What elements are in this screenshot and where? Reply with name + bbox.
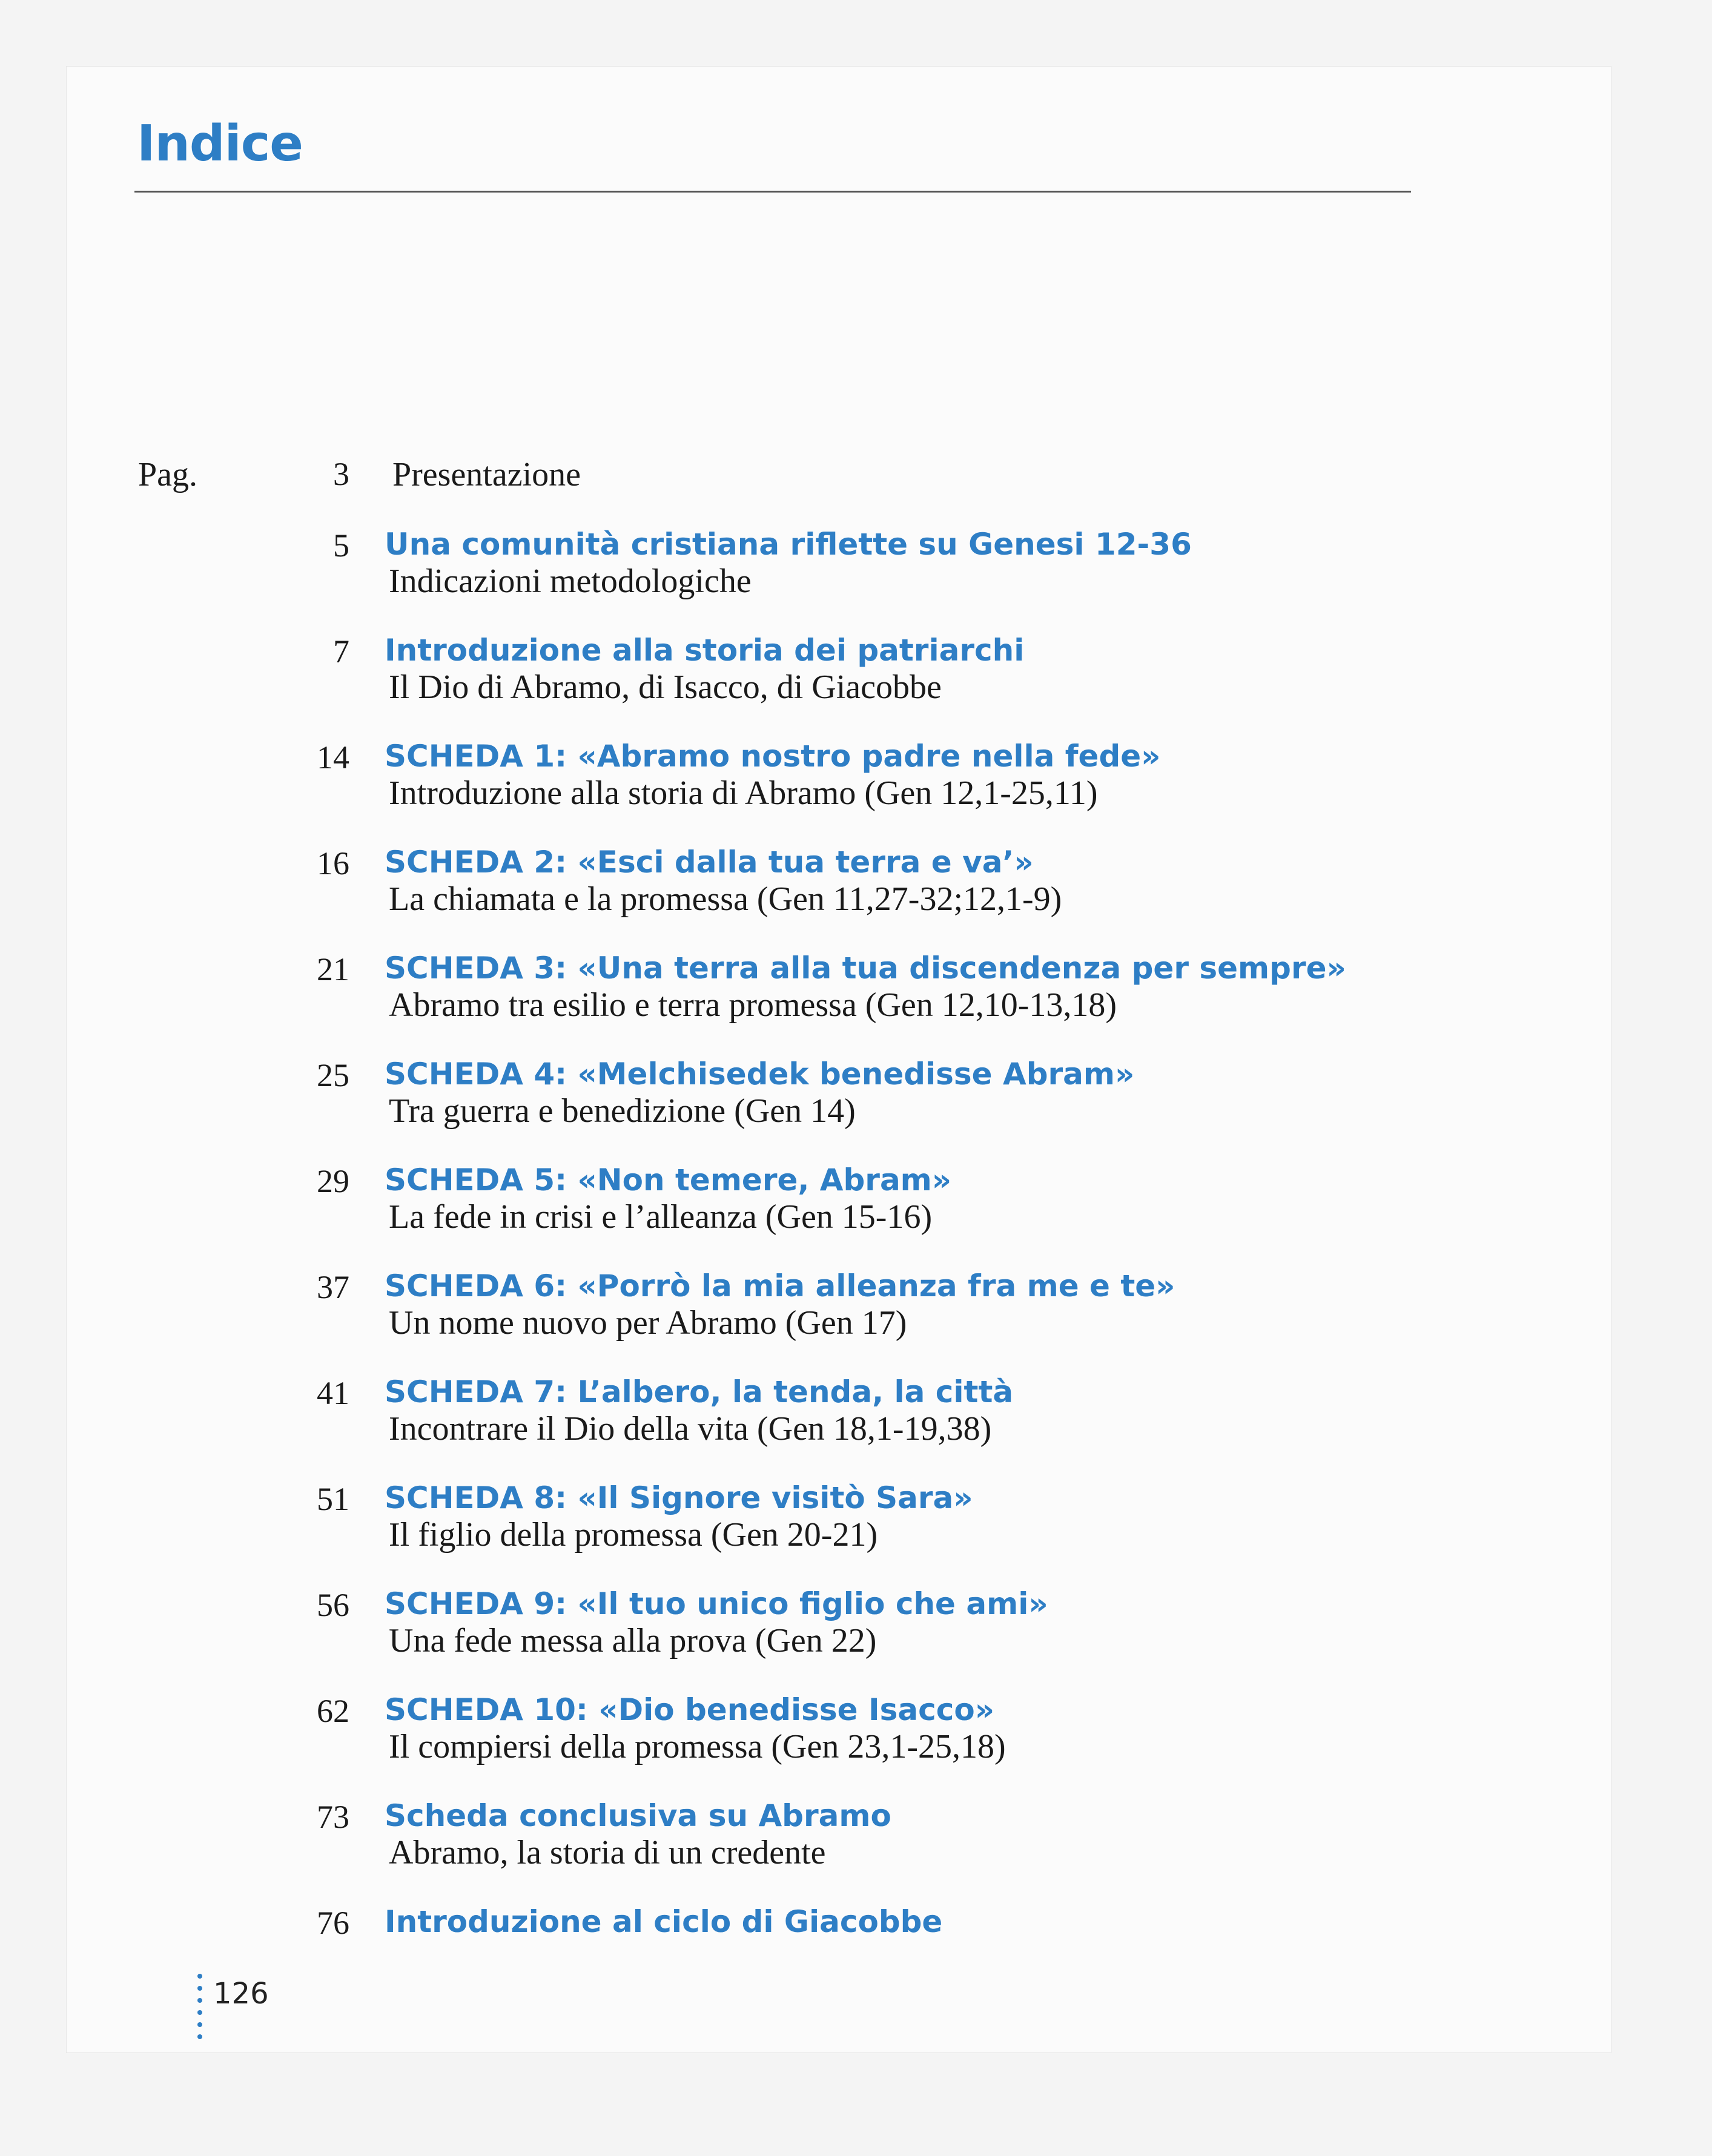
toc-plain-title: Presentazione [392,456,581,493]
pag-label: Pag. [138,456,197,493]
toc-subtitle: Indicazioni metodologiche [389,562,752,600]
toc-page-number: 62 [317,1693,349,1729]
toc-subtitle: Tra guerra e benedizione (Gen 14) [389,1092,856,1130]
toc-page-number: 7 [333,633,349,670]
toc-subtitle: Abramo tra esilio e terra promessa (Gen 12,10-13,18) [389,986,1117,1024]
toc-page-number: 56 [317,1587,349,1623]
page-title: Indice [137,115,303,173]
toc-page-number: 5 [333,527,349,564]
toc-page-number: 37 [317,1269,349,1305]
toc-heading: SCHEDA 1: «Abramo nostro padre nella fede» [385,739,1161,774]
toc-page-number: 25 [317,1057,349,1093]
toc-heading: SCHEDA 4: «Melchisedek benedisse Abram» [385,1057,1135,1092]
toc-heading: SCHEDA 10: «Dio benedisse Isacco» [385,1692,995,1727]
toc-subtitle: Il Dio di Abramo, di Isacco, di Giacobbe [389,668,942,706]
toc-heading: Introduzione al ciclo di Giacobbe [385,1904,943,1939]
toc-heading: Una comunità cristiana riflette su Genesi 12-36 [385,527,1192,562]
toc-heading: SCHEDA 7: L’albero, la tenda, la città [385,1374,1014,1409]
toc-page-number: 16 [317,845,349,882]
toc-page-number: 41 [317,1375,349,1411]
toc-page-number: 76 [317,1905,349,1941]
toc-page-number: 73 [317,1799,349,1835]
toc-subtitle: Il figlio della promessa (Gen 20-21) [389,1516,878,1554]
title-rule [134,191,1411,193]
toc-heading: Introduzione alla storia dei patriarchi [385,633,1025,668]
toc-heading: SCHEDA 2: «Esci dalla tua terra e va’» [385,845,1034,880]
folio-dots [197,1974,203,2046]
toc-heading: Scheda conclusiva su Abramo [385,1798,891,1833]
toc-heading: SCHEDA 6: «Porrò la mia alleanza fra me e te» [385,1268,1175,1304]
toc-heading: SCHEDA 9: «Il tuo unico figlio che ami» [385,1586,1048,1621]
toc-subtitle: Introduzione alla storia di Abramo (Gen 12,1-25,11) [389,774,1098,812]
toc-page-number: 21 [317,951,349,987]
toc-page-number: 3 [333,456,349,492]
toc-page-number: 51 [317,1481,349,1517]
toc-heading: SCHEDA 3: «Una terra alla tua discendenza per sempre» [385,951,1346,986]
toc-heading: SCHEDA 5: «Non temere, Abram» [385,1162,952,1198]
toc-subtitle: Una fede messa alla prova (Gen 22) [389,1622,877,1660]
toc-subtitle: Un nome nuovo per Abramo (Gen 17) [389,1304,907,1342]
page-number: 126 [213,1977,269,2011]
toc-page-number: 14 [317,739,349,776]
toc-heading: SCHEDA 8: «Il Signore visitò Sara» [385,1480,973,1515]
toc-subtitle: La chiamata e la promessa (Gen 11,27-32;12,1-9) [389,880,1062,918]
toc-page-number: 29 [317,1163,349,1199]
toc-subtitle: Incontrare il Dio della vita (Gen 18,1-19,38) [389,1410,992,1448]
toc-subtitle: Abramo, la storia di un credente [389,1834,826,1871]
toc-subtitle: La fede in crisi e l’alleanza (Gen 15-16) [389,1198,933,1236]
toc-subtitle: Il compiersi della promessa (Gen 23,1-25,18) [389,1728,1006,1765]
